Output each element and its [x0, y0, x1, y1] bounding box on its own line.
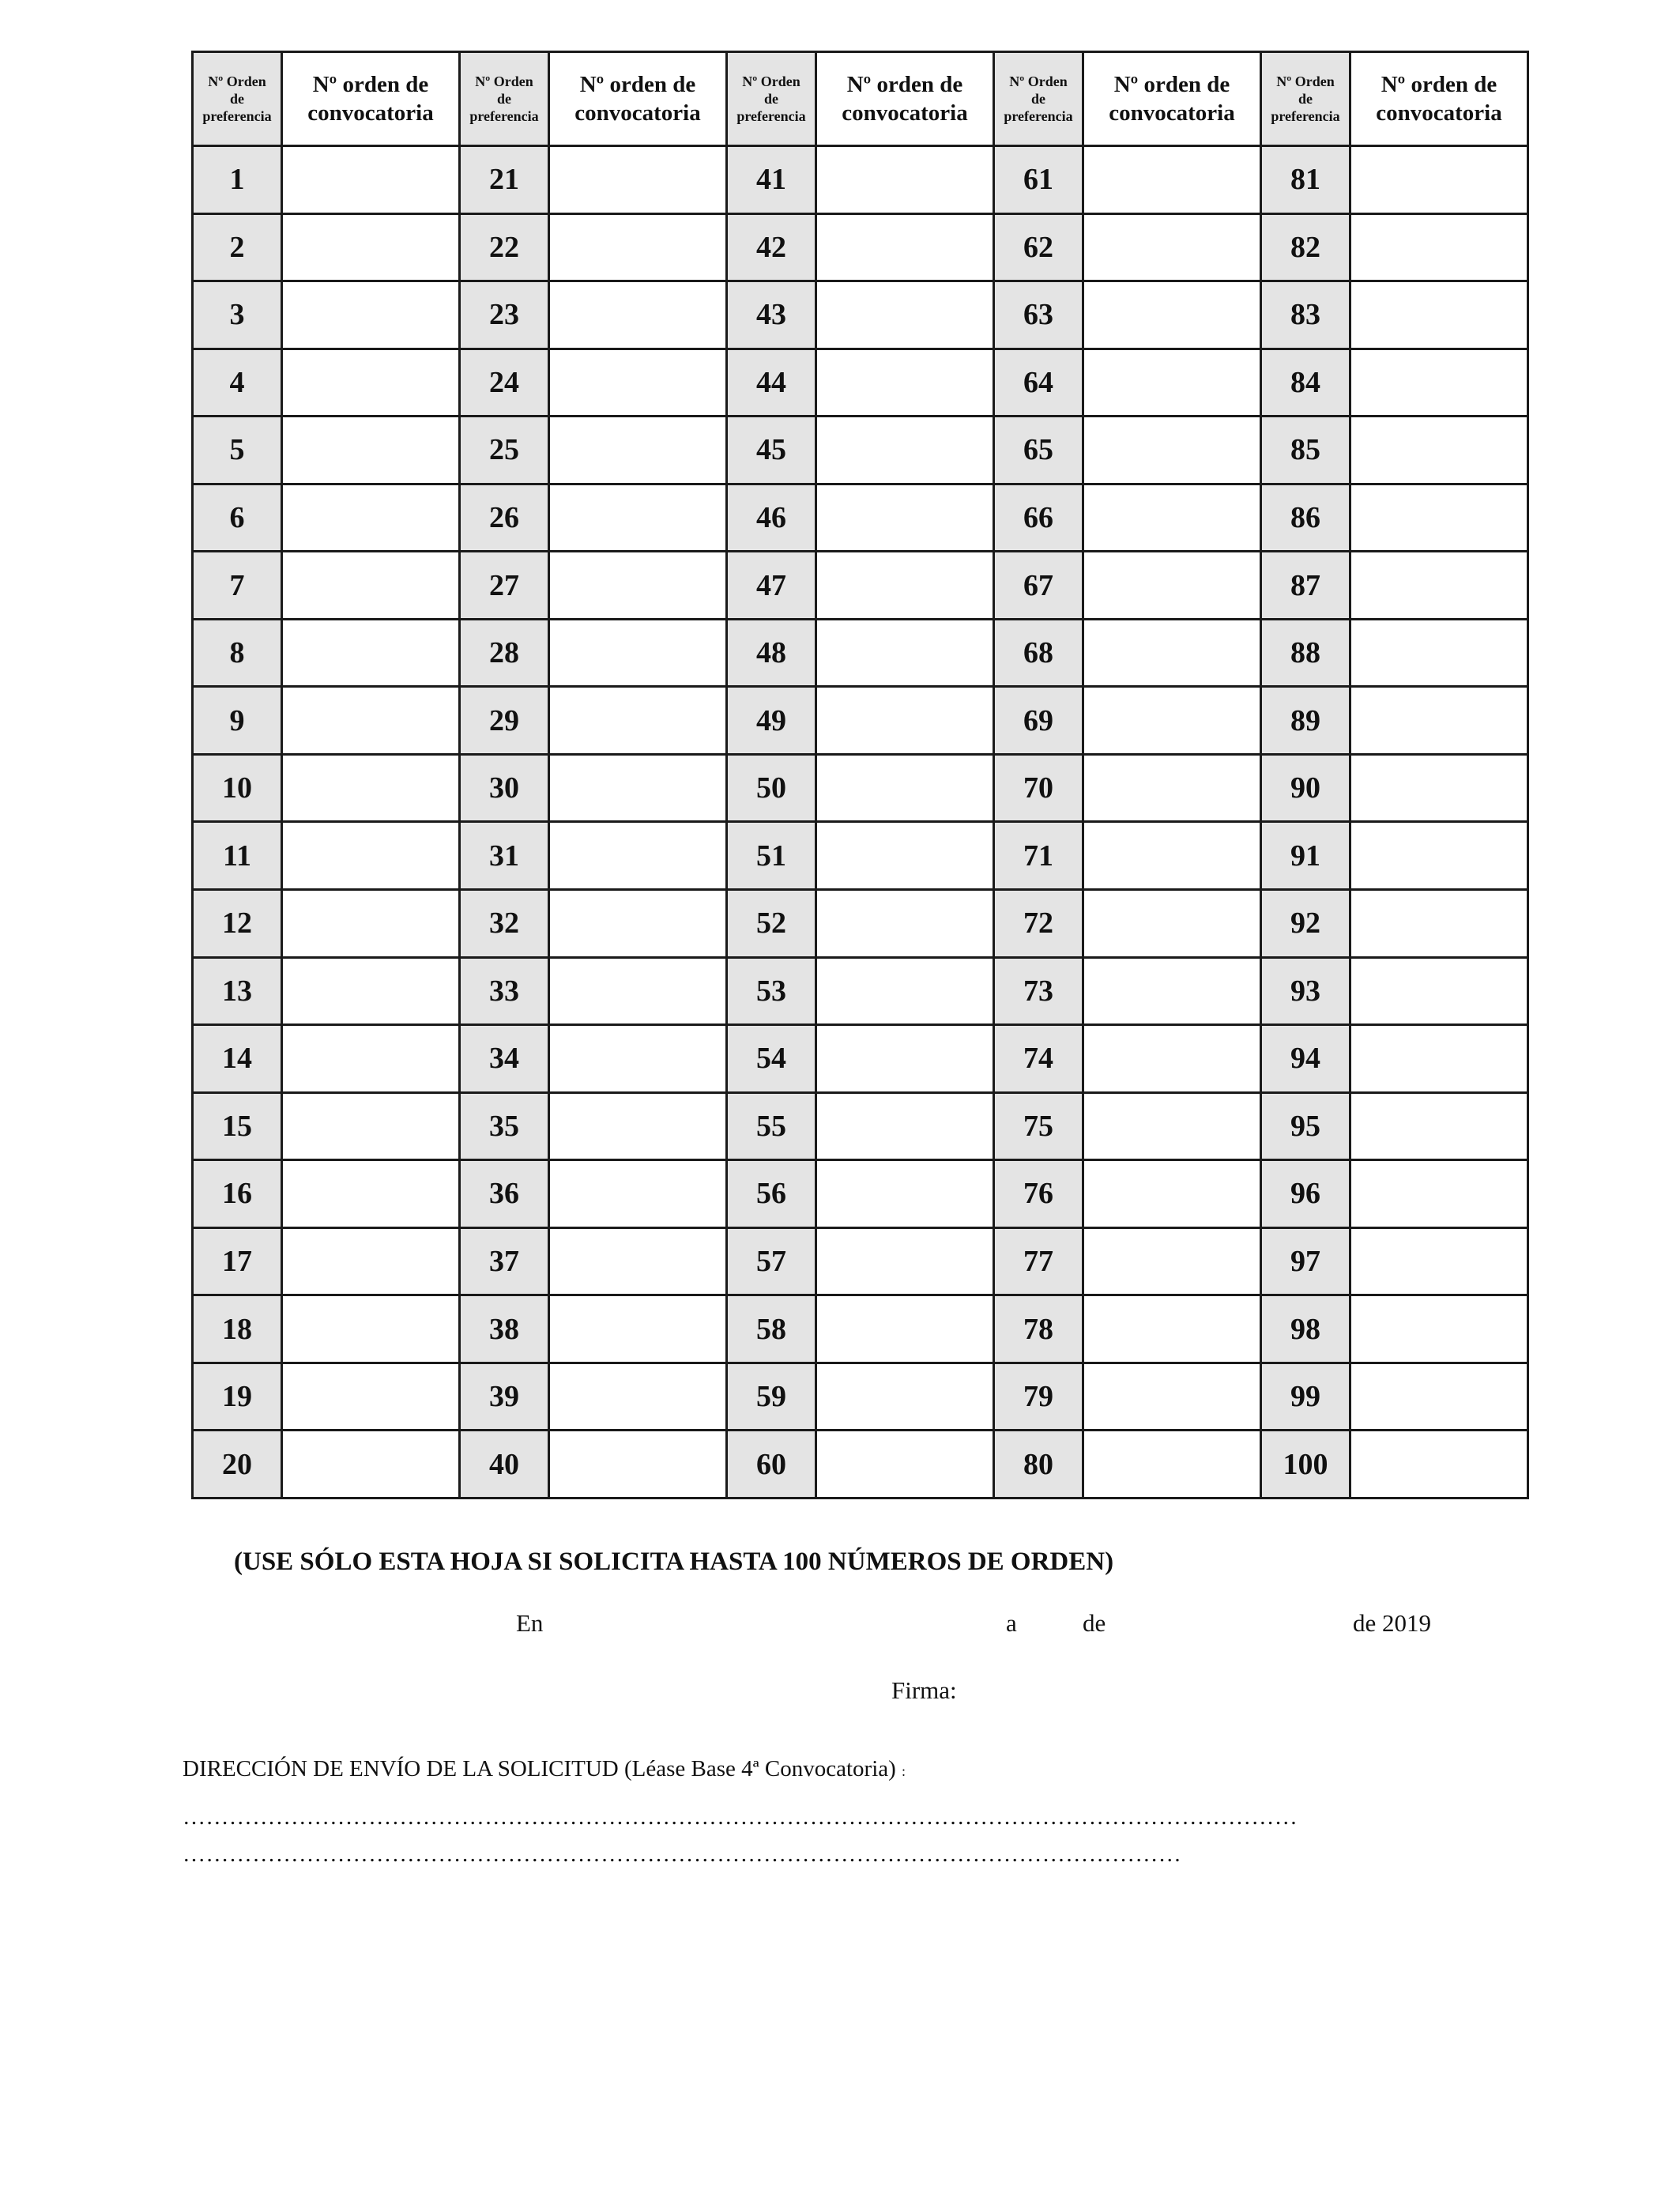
preference-number-cell: 87 [1261, 552, 1350, 620]
table-row [193, 890, 1528, 958]
table-row [193, 552, 1528, 620]
preference-number-cell: 58 [727, 1295, 816, 1363]
convocation-entry-cell[interactable] [282, 890, 460, 958]
convocation-entry-cell[interactable] [816, 417, 994, 484]
preference-number-cell: 17 [193, 1227, 282, 1295]
preference-number-cell: 78 [994, 1295, 1083, 1363]
preference-number-cell: 57 [727, 1227, 816, 1295]
header-text-line: Nº orden de [846, 72, 963, 97]
header-text-line: Nº Orden [742, 74, 800, 89]
table-row [193, 146, 1528, 214]
convocation-entry-cell[interactable] [549, 1431, 727, 1498]
convocation-entry-cell[interactable] [1350, 1363, 1528, 1431]
preference-number-cell: 56 [727, 1160, 816, 1228]
convocation-entry-cell[interactable] [1350, 484, 1528, 552]
preference-number-cell: 73 [994, 957, 1083, 1025]
preference-number-cell: 67 [994, 552, 1083, 620]
preference-number-cell: 26 [460, 484, 549, 552]
convocation-entry-cell[interactable] [816, 687, 994, 755]
header-text-line: preferencia [1004, 108, 1073, 124]
preference-number-cell: 62 [994, 213, 1083, 281]
convocation-entry-cell[interactable] [816, 890, 994, 958]
preference-number-cell: 43 [727, 281, 816, 349]
header-text-line: convocatoria [574, 100, 701, 126]
convocation-entry-cell[interactable] [1350, 957, 1528, 1025]
preference-number-cell: 49 [727, 687, 816, 755]
preference-order-header [193, 52, 282, 146]
convocation-entry-cell[interactable] [816, 213, 994, 281]
preference-number-cell: 16 [193, 1160, 282, 1228]
table-header-row [193, 52, 1528, 146]
preference-number-cell: 27 [460, 552, 549, 620]
convocation-entry-cell[interactable] [816, 1295, 994, 1363]
convocation-entry-cell[interactable] [1083, 1295, 1261, 1363]
header-text-line: convocatoria [1376, 100, 1502, 126]
preference-number-cell: 61 [994, 146, 1083, 214]
table-row [193, 1092, 1528, 1160]
preference-number-cell: 42 [727, 213, 816, 281]
preference-number-cell: 31 [460, 822, 549, 890]
preference-number-cell: 37 [460, 1227, 549, 1295]
preference-number-cell: 75 [994, 1092, 1083, 1160]
convocation-entry-cell[interactable] [816, 281, 994, 349]
preference-number-cell: 4 [193, 349, 282, 417]
preference-number-cell: 33 [460, 957, 549, 1025]
header-text-line: convocatoria [307, 100, 434, 126]
preference-number-cell: 72 [994, 890, 1083, 958]
preference-number-cell: 83 [1261, 281, 1350, 349]
preference-number-cell: 39 [460, 1363, 549, 1431]
convocation-entry-cell[interactable] [1350, 417, 1528, 484]
preference-number-cell: 85 [1261, 417, 1350, 484]
preference-number-cell: 54 [727, 1025, 816, 1093]
convocation-entry-cell[interactable] [1083, 281, 1261, 349]
convocation-entry-cell[interactable] [282, 213, 460, 281]
table-row [193, 1295, 1528, 1363]
convocation-entry-cell[interactable] [282, 1227, 460, 1295]
preference-number-cell: 48 [727, 619, 816, 687]
convocation-entry-cell[interactable] [1350, 281, 1528, 349]
convocation-entry-cell[interactable] [549, 957, 727, 1025]
preference-number-cell: 46 [727, 484, 816, 552]
table-row [193, 417, 1528, 484]
preference-number-cell: 81 [1261, 146, 1350, 214]
convocation-entry-cell[interactable] [816, 957, 994, 1025]
table-row [193, 754, 1528, 822]
preference-number-cell: 10 [193, 754, 282, 822]
preference-number-cell: 11 [193, 822, 282, 890]
convocation-order-header [1350, 52, 1528, 146]
convocation-entry-cell[interactable] [549, 484, 727, 552]
preference-number-cell: 36 [460, 1160, 549, 1228]
convocation-order-header [1083, 52, 1261, 146]
convocation-entry-cell[interactable] [1350, 146, 1528, 214]
convocation-entry-cell[interactable] [282, 417, 460, 484]
header-text-line: Nº orden de [579, 72, 696, 97]
convocation-entry-cell[interactable] [1083, 1363, 1261, 1431]
convocation-entry-cell[interactable] [1350, 754, 1528, 822]
address-label-text: DIRECCIÓN DE ENVÍO DE LA SOLICITUD (Léase Base 4ª Convocatoria) [183, 1756, 896, 1781]
convocation-entry-cell[interactable] [1350, 1431, 1528, 1498]
convocation-entry-cell[interactable] [282, 146, 460, 214]
date-year-label: de 2019 [1353, 1609, 1432, 1637]
table-row [193, 1363, 1528, 1431]
table-row [193, 1227, 1528, 1295]
convocation-entry-cell[interactable] [282, 281, 460, 349]
preference-number-cell: 45 [727, 417, 816, 484]
table-row [193, 484, 1528, 552]
convocation-entry-cell[interactable] [1350, 1092, 1528, 1160]
convocation-entry-cell[interactable] [549, 1295, 727, 1363]
convocation-entry-cell[interactable] [282, 1025, 460, 1093]
preference-number-cell: 94 [1261, 1025, 1350, 1093]
table-row [193, 1160, 1528, 1228]
convocation-entry-cell[interactable] [816, 822, 994, 890]
convocation-entry-cell[interactable] [1083, 213, 1261, 281]
preference-order-header [460, 52, 549, 146]
convocation-entry-cell[interactable] [816, 484, 994, 552]
convocation-entry-cell[interactable] [549, 552, 727, 620]
table-row [193, 957, 1528, 1025]
convocation-entry-cell[interactable] [549, 1160, 727, 1228]
convocation-entry-cell[interactable] [1350, 213, 1528, 281]
convocation-entry-cell[interactable] [1083, 349, 1261, 417]
preference-number-cell: 89 [1261, 687, 1350, 755]
convocation-entry-cell[interactable] [282, 1431, 460, 1498]
header-text-line: preferencia [736, 108, 806, 124]
convocation-entry-cell[interactable] [1083, 890, 1261, 958]
preference-number-cell: 52 [727, 890, 816, 958]
convocation-entry-cell[interactable] [549, 687, 727, 755]
preference-number-cell: 9 [193, 687, 282, 755]
header-text-line: preferencia [202, 108, 272, 124]
preference-order-header [727, 52, 816, 146]
preference-number-cell: 86 [1261, 484, 1350, 552]
convocation-entry-cell[interactable] [549, 213, 727, 281]
preference-number-cell: 82 [1261, 213, 1350, 281]
preference-number-cell: 12 [193, 890, 282, 958]
convocation-order-header [816, 52, 994, 146]
address-label [183, 1756, 906, 1782]
convocation-entry-cell[interactable] [816, 1363, 994, 1431]
convocation-entry-cell[interactable] [816, 754, 994, 822]
preference-number-cell: 35 [460, 1092, 549, 1160]
preference-order-header [994, 52, 1083, 146]
convocation-entry-cell[interactable] [1350, 1025, 1528, 1093]
preference-number-cell: 64 [994, 349, 1083, 417]
convocation-entry-cell[interactable] [1350, 687, 1528, 755]
preference-number-cell: 63 [994, 281, 1083, 349]
convocation-entry-cell[interactable] [816, 146, 994, 214]
preference-number-cell: 68 [994, 619, 1083, 687]
preference-number-cell: 98 [1261, 1295, 1350, 1363]
convocation-entry-cell[interactable] [816, 1227, 994, 1295]
convocation-entry-cell[interactable] [1350, 1227, 1528, 1295]
convocation-entry-cell[interactable] [816, 349, 994, 417]
table-row [193, 349, 1528, 417]
preference-number-cell: 66 [994, 484, 1083, 552]
convocation-entry-cell[interactable] [1083, 1092, 1261, 1160]
convocation-order-header [282, 52, 460, 146]
convocation-entry-cell[interactable] [1083, 822, 1261, 890]
convocation-entry-cell[interactable] [282, 822, 460, 890]
convocation-entry-cell[interactable] [549, 417, 727, 484]
date-day-label: a [1006, 1609, 1017, 1637]
convocation-entry-cell[interactable] [282, 957, 460, 1025]
convocation-entry-cell[interactable] [549, 754, 727, 822]
header-text-line: de [230, 91, 244, 107]
convocation-entry-cell[interactable] [1083, 417, 1261, 484]
date-month-label: de [1083, 1609, 1106, 1637]
convocation-entry-cell[interactable] [816, 1160, 994, 1228]
convocation-entry-cell[interactable] [1350, 349, 1528, 417]
convocation-entry-cell[interactable] [1083, 1431, 1261, 1498]
address-line-1: ……………………………………………………………………………………………………………………………… [183, 1804, 1298, 1830]
convocation-entry-cell[interactable] [282, 552, 460, 620]
header-text-line: preferencia [469, 108, 539, 124]
preference-order-header [1261, 52, 1350, 146]
convocation-entry-cell[interactable] [282, 1363, 460, 1431]
preference-number-cell: 71 [994, 822, 1083, 890]
convocation-entry-cell[interactable] [1350, 822, 1528, 890]
convocation-entry-cell[interactable] [1083, 957, 1261, 1025]
address-line-2: ………………………………………………………………………………………………………………… [183, 1842, 1182, 1867]
preference-number-cell: 30 [460, 754, 549, 822]
convocation-entry-cell[interactable] [549, 281, 727, 349]
preference-number-cell: 25 [460, 417, 549, 484]
convocation-entry-cell[interactable] [282, 687, 460, 755]
header-text-line: Nº orden de [312, 72, 429, 97]
preference-number-cell: 97 [1261, 1227, 1350, 1295]
preference-number-cell: 47 [727, 552, 816, 620]
preference-number-cell: 14 [193, 1025, 282, 1093]
preference-number-cell: 41 [727, 146, 816, 214]
convocation-entry-cell[interactable] [816, 1431, 994, 1498]
preference-number-cell: 6 [193, 484, 282, 552]
header-text-line: Nº Orden [1276, 74, 1335, 89]
table-row [193, 1025, 1528, 1093]
preference-table [191, 51, 1529, 1499]
preference-number-cell: 21 [460, 146, 549, 214]
preference-number-cell: 59 [727, 1363, 816, 1431]
preference-number-cell: 15 [193, 1092, 282, 1160]
preference-number-cell: 69 [994, 687, 1083, 755]
header-text-line: Nº Orden [475, 74, 533, 89]
header-text-line: de [764, 91, 778, 107]
table-row [193, 1431, 1528, 1498]
preference-number-cell: 70 [994, 754, 1083, 822]
table-row [193, 281, 1528, 349]
preference-number-cell: 50 [727, 754, 816, 822]
convocation-entry-cell[interactable] [816, 619, 994, 687]
preference-number-cell: 80 [994, 1431, 1083, 1498]
preference-number-cell: 13 [193, 957, 282, 1025]
preference-number-cell: 1 [193, 146, 282, 214]
convocation-entry-cell[interactable] [549, 890, 727, 958]
preference-number-cell: 29 [460, 687, 549, 755]
table-row [193, 213, 1528, 281]
header-text-line: Nº orden de [1381, 72, 1497, 97]
convocation-entry-cell[interactable] [1350, 1295, 1528, 1363]
convocation-entry-cell[interactable] [282, 349, 460, 417]
preference-number-cell: 90 [1261, 754, 1350, 822]
preference-number-cell: 28 [460, 619, 549, 687]
preference-number-cell: 19 [193, 1363, 282, 1431]
preference-number-cell: 95 [1261, 1092, 1350, 1160]
header-text-line: convocatoria [1109, 100, 1235, 126]
convocation-entry-cell[interactable] [282, 484, 460, 552]
convocation-entry-cell[interactable] [1350, 1160, 1528, 1228]
preference-number-cell: 3 [193, 281, 282, 349]
header-text-line: convocatoria [842, 100, 968, 126]
preference-number-cell: 5 [193, 417, 282, 484]
convocation-entry-cell[interactable] [1083, 619, 1261, 687]
header-text-line: de [497, 91, 511, 107]
preference-number-cell: 76 [994, 1160, 1083, 1228]
convocation-entry-cell[interactable] [1083, 1025, 1261, 1093]
convocation-entry-cell[interactable] [1083, 1160, 1261, 1228]
convocation-entry-cell[interactable] [1083, 687, 1261, 755]
preference-number-cell: 34 [460, 1025, 549, 1093]
preference-number-cell: 100 [1261, 1431, 1350, 1498]
preference-number-cell: 77 [994, 1227, 1083, 1295]
convocation-entry-cell[interactable] [1350, 552, 1528, 620]
convocation-entry-cell[interactable] [816, 1092, 994, 1160]
preference-number-cell: 60 [727, 1431, 816, 1498]
preference-number-cell: 74 [994, 1025, 1083, 1093]
header-text-line: preferencia [1271, 108, 1340, 124]
preference-number-cell: 65 [994, 417, 1083, 484]
convocation-entry-cell[interactable] [1083, 552, 1261, 620]
convocation-entry-cell[interactable] [549, 822, 727, 890]
preference-number-cell: 38 [460, 1295, 549, 1363]
preference-number-cell: 44 [727, 349, 816, 417]
usage-notice: (USE SÓLO ESTA HOJA SI SOLICITA HASTA 100 NÚMEROS DE ORDEN) [234, 1547, 1114, 1576]
preference-number-cell: 92 [1261, 890, 1350, 958]
preference-number-cell: 84 [1261, 349, 1350, 417]
table-row [193, 619, 1528, 687]
convocation-entry-cell[interactable] [1083, 146, 1261, 214]
convocation-entry-cell[interactable] [1083, 484, 1261, 552]
convocation-entry-cell[interactable] [282, 619, 460, 687]
preference-number-cell: 8 [193, 619, 282, 687]
preference-number-cell: 53 [727, 957, 816, 1025]
table-row [193, 822, 1528, 890]
preference-number-cell: 7 [193, 552, 282, 620]
preference-number-cell: 22 [460, 213, 549, 281]
table-row [193, 687, 1528, 755]
header-text-line: Nº Orden [1009, 74, 1068, 89]
header-text-line: Nº Orden [208, 74, 266, 89]
convocation-entry-cell[interactable] [549, 349, 727, 417]
preference-number-cell: 96 [1261, 1160, 1350, 1228]
address-colon: : [902, 1763, 906, 1779]
preference-number-cell: 93 [1261, 957, 1350, 1025]
convocation-entry-cell[interactable] [282, 754, 460, 822]
convocation-entry-cell[interactable] [549, 146, 727, 214]
preference-number-cell: 20 [193, 1431, 282, 1498]
convocation-entry-cell[interactable] [282, 1295, 460, 1363]
preference-number-cell: 32 [460, 890, 549, 958]
convocation-entry-cell[interactable] [282, 1092, 460, 1160]
header-text-line: de [1298, 91, 1313, 107]
preference-number-cell: 24 [460, 349, 549, 417]
convocation-entry-cell[interactable] [549, 1363, 727, 1431]
convocation-entry-cell[interactable] [1083, 1227, 1261, 1295]
preference-number-cell: 51 [727, 822, 816, 890]
preference-number-cell: 18 [193, 1295, 282, 1363]
convocation-entry-cell[interactable] [816, 1025, 994, 1093]
preference-number-cell: 55 [727, 1092, 816, 1160]
preference-number-cell: 88 [1261, 619, 1350, 687]
date-place-label: En [516, 1609, 544, 1637]
convocation-entry-cell[interactable] [1083, 754, 1261, 822]
preference-number-cell: 99 [1261, 1363, 1350, 1431]
signature-label: Firma: [891, 1676, 957, 1704]
convocation-entry-cell[interactable] [1350, 619, 1528, 687]
convocation-entry-cell[interactable] [282, 1160, 460, 1228]
convocation-entry-cell[interactable] [1350, 890, 1528, 958]
preference-number-cell: 2 [193, 213, 282, 281]
convocation-entry-cell[interactable] [549, 1025, 727, 1093]
convocation-entry-cell[interactable] [549, 1092, 727, 1160]
preference-number-cell: 79 [994, 1363, 1083, 1431]
preference-number-cell: 91 [1261, 822, 1350, 890]
convocation-entry-cell[interactable] [549, 1227, 727, 1295]
preference-number-cell: 40 [460, 1431, 549, 1498]
header-text-line: de [1031, 91, 1045, 107]
convocation-entry-cell[interactable] [816, 552, 994, 620]
preference-number-cell: 23 [460, 281, 549, 349]
convocation-order-header [549, 52, 727, 146]
header-text-line: Nº orden de [1113, 72, 1230, 97]
convocation-entry-cell[interactable] [549, 619, 727, 687]
